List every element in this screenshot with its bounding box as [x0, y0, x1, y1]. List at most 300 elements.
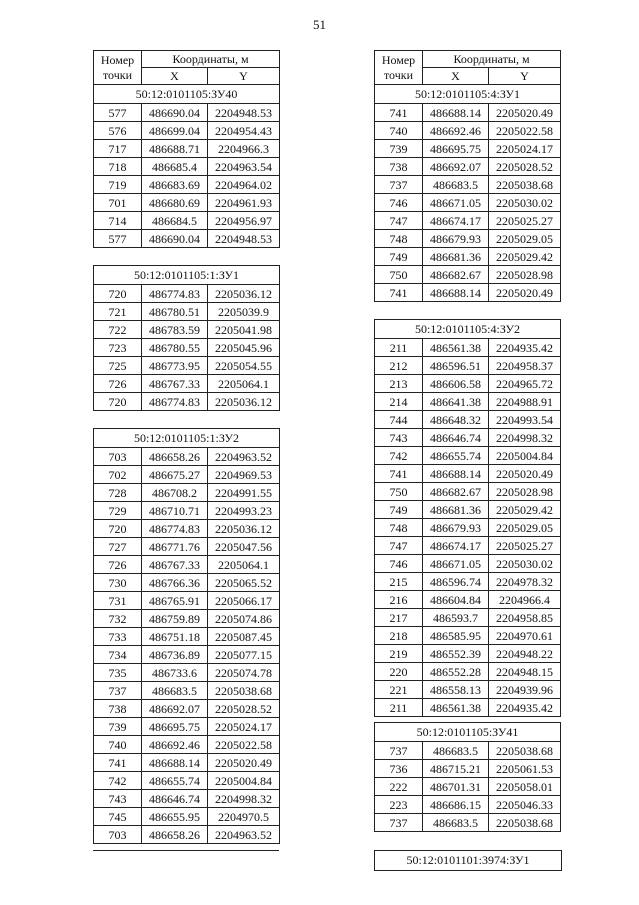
point-number: 717	[94, 140, 142, 158]
point-number: 750	[375, 483, 423, 501]
coord-x: 486695.75	[423, 140, 489, 158]
coord-x: 486774.83	[142, 520, 208, 538]
coord-x: 486561.38	[423, 699, 489, 717]
table-row	[94, 140, 280, 158]
point-number: 222	[375, 778, 423, 796]
table-row	[94, 790, 280, 808]
table-row	[94, 754, 280, 772]
point-number: 743	[94, 790, 142, 808]
coord-y: 2205024.17	[489, 140, 561, 158]
table-row	[375, 248, 561, 266]
table-row	[94, 736, 280, 754]
coord-x: 486604.84	[423, 591, 489, 609]
table-row	[375, 699, 561, 717]
col-header-number: Номер точки	[375, 51, 423, 85]
point-number: 736	[375, 760, 423, 778]
table-row	[375, 158, 561, 176]
coord-y: 2205029.42	[489, 248, 561, 266]
coord-x: 486767.33	[142, 556, 208, 574]
table-zu40	[93, 50, 280, 248]
point-number: 576	[94, 122, 142, 140]
table-zu4-1	[374, 50, 561, 302]
page-number: 51	[313, 17, 326, 32]
point-number: 746	[375, 555, 423, 573]
coord-y: 2204965.72	[489, 375, 561, 393]
coord-x: 486684.5	[142, 212, 208, 230]
point-number: 719	[94, 176, 142, 194]
coord-x: 486699.04	[142, 122, 208, 140]
coord-y: 2204963.54	[208, 158, 280, 176]
coord-y: 2204964.02	[208, 176, 280, 194]
coord-y: 2205025.27	[489, 537, 561, 555]
table-row	[375, 447, 561, 465]
point-number: 718	[94, 158, 142, 176]
coord-y: 2205024.17	[208, 718, 280, 736]
coord-y: 2205065.52	[208, 574, 280, 592]
point-number: 747	[375, 212, 423, 230]
coord-x: 486682.67	[423, 266, 489, 284]
coord-x: 486688.14	[423, 465, 489, 483]
coord-y: 2204948.15	[489, 663, 561, 681]
coord-y: 2205039.9	[208, 303, 280, 321]
point-number: 737	[375, 742, 423, 760]
point-number: 211	[375, 339, 423, 357]
coord-x: 486773.95	[142, 357, 208, 375]
coord-y: 2204978.32	[489, 573, 561, 591]
coord-x: 486685.4	[142, 158, 208, 176]
coord-x: 486558.13	[423, 681, 489, 699]
coord-y: 2205045.96	[208, 339, 280, 357]
point-number: 219	[375, 645, 423, 663]
table-row	[94, 339, 280, 357]
coord-x: 486733.6	[142, 664, 208, 682]
coord-x: 486715.21	[423, 760, 489, 778]
coord-x: 486585.95	[423, 627, 489, 645]
coord-x: 486596.74	[423, 573, 489, 591]
point-number: 702	[94, 466, 142, 484]
coord-y: 2205058.01	[489, 778, 561, 796]
coord-y: 2205087.45	[208, 628, 280, 646]
table-row	[375, 501, 561, 519]
table-title: 50:12:0101105:ЗУ40	[94, 85, 280, 104]
table-row	[375, 375, 561, 393]
table-row	[94, 448, 280, 466]
col-header-coords: Координаты, м	[142, 51, 280, 68]
coord-y: 2204993.54	[489, 411, 561, 429]
table-row	[375, 483, 561, 501]
coord-x: 486674.17	[423, 212, 489, 230]
table-title: 50:12:0101105:ЗУ41	[375, 723, 561, 742]
table-row	[375, 266, 561, 284]
table-row	[375, 663, 561, 681]
col-header-coords: Координаты, м	[423, 51, 561, 68]
point-number: 746	[375, 194, 423, 212]
coord-x: 486683.5	[142, 682, 208, 700]
coord-y: 2205022.58	[208, 736, 280, 754]
coord-y: 2204939.96	[489, 681, 561, 699]
table-zu41	[374, 722, 561, 832]
table-title: 50:12:0101105:1:ЗУ2	[94, 429, 280, 448]
table-row	[375, 212, 561, 230]
point-number: 223	[375, 796, 423, 814]
point-number: 213	[375, 375, 423, 393]
coord-x: 486671.05	[423, 555, 489, 573]
coord-y: 2204958.37	[489, 357, 561, 375]
table-row	[94, 194, 280, 212]
coord-y: 2205028.52	[489, 158, 561, 176]
point-number: 723	[94, 339, 142, 357]
coord-y: 2205036.12	[208, 393, 280, 411]
point-number: 741	[375, 284, 423, 302]
coord-x: 486766.36	[142, 574, 208, 592]
table-row	[375, 339, 561, 357]
point-number: 577	[94, 104, 142, 122]
point-number: 737	[375, 176, 423, 194]
table-row	[94, 122, 280, 140]
coord-y: 2205074.86	[208, 610, 280, 628]
coord-y: 2205066.17	[208, 592, 280, 610]
table-row	[94, 321, 280, 339]
coord-y: 2204998.32	[208, 790, 280, 808]
point-number: 739	[94, 718, 142, 736]
point-number: 739	[375, 140, 423, 158]
point-number: 749	[375, 501, 423, 519]
coord-x: 486606.58	[423, 375, 489, 393]
coord-y: 2204970.5	[208, 808, 280, 826]
table-row	[375, 573, 561, 591]
coord-y: 2205064.1	[208, 556, 280, 574]
point-number: 731	[94, 592, 142, 610]
coord-y: 2204956.97	[208, 212, 280, 230]
point-number: 738	[375, 158, 423, 176]
table-row	[94, 628, 280, 646]
coord-y: 2205077.15	[208, 646, 280, 664]
point-number: 744	[375, 411, 423, 429]
coord-y: 2205020.49	[489, 465, 561, 483]
table-row	[94, 230, 280, 248]
coord-y: 2205029.05	[489, 230, 561, 248]
table-row	[94, 826, 280, 844]
coord-x: 486771.76	[142, 538, 208, 556]
col-header-y: Y	[489, 68, 561, 85]
point-number: 217	[375, 609, 423, 627]
coord-x: 486679.93	[423, 230, 489, 248]
coord-x: 486780.51	[142, 303, 208, 321]
table-row	[375, 796, 561, 814]
table-row	[94, 682, 280, 700]
coord-x: 486683.5	[423, 176, 489, 194]
point-number: 221	[375, 681, 423, 699]
coord-x: 486692.07	[142, 700, 208, 718]
point-number: 743	[375, 429, 423, 447]
coord-y: 2204991.55	[208, 484, 280, 502]
bottom-cadastral-box: 50:12:0101101:3974:ЗУ1	[374, 850, 562, 871]
point-number: 747	[375, 537, 423, 555]
coord-x: 486646.74	[423, 429, 489, 447]
table-row	[375, 760, 561, 778]
table-row	[94, 484, 280, 502]
table-row	[375, 194, 561, 212]
coord-x: 486552.28	[423, 663, 489, 681]
coord-y: 2204961.93	[208, 194, 280, 212]
coord-y: 2205036.12	[208, 285, 280, 303]
coord-y: 2205029.42	[489, 501, 561, 519]
coord-y: 2204988.91	[489, 393, 561, 411]
coord-x: 486690.04	[142, 104, 208, 122]
table-row	[94, 646, 280, 664]
coord-y: 2205061.53	[489, 760, 561, 778]
point-number: 215	[375, 573, 423, 591]
coord-x: 486658.26	[142, 448, 208, 466]
coord-y: 2205004.84	[489, 447, 561, 465]
point-number: 732	[94, 610, 142, 628]
point-number: 741	[375, 465, 423, 483]
coord-x: 486783.59	[142, 321, 208, 339]
point-number: 714	[94, 212, 142, 230]
coord-y: 2204963.52	[208, 448, 280, 466]
table-row	[375, 609, 561, 627]
point-number: 728	[94, 484, 142, 502]
point-number: 742	[94, 772, 142, 790]
coord-x: 486780.55	[142, 339, 208, 357]
coord-y: 2205038.68	[489, 814, 561, 832]
point-number: 740	[94, 736, 142, 754]
point-number: 737	[94, 682, 142, 700]
table-row	[94, 212, 280, 230]
divider-line	[93, 850, 279, 851]
coord-x: 486688.14	[142, 754, 208, 772]
coord-y: 2205041.98	[208, 321, 280, 339]
point-number: 216	[375, 591, 423, 609]
point-number: 220	[375, 663, 423, 681]
table-row	[94, 375, 280, 393]
table-row	[375, 393, 561, 411]
point-number: 750	[375, 266, 423, 284]
col-header-x: X	[423, 68, 489, 85]
table-row	[375, 357, 561, 375]
table-row	[94, 158, 280, 176]
table-row	[94, 700, 280, 718]
coord-y: 2205038.68	[208, 682, 280, 700]
table-row	[375, 519, 561, 537]
coord-x: 486641.38	[423, 393, 489, 411]
coord-y: 2205020.49	[489, 104, 561, 122]
table-row	[375, 681, 561, 699]
table-row	[94, 664, 280, 682]
point-number: 218	[375, 627, 423, 645]
table-row	[375, 104, 561, 122]
coord-y: 2204948.53	[208, 104, 280, 122]
coord-y: 2205064.1	[208, 375, 280, 393]
coord-y: 2205054.55	[208, 357, 280, 375]
table-zu4-2	[374, 319, 561, 717]
coord-x: 486686.15	[423, 796, 489, 814]
coord-x: 486692.46	[142, 736, 208, 754]
coord-y: 2205030.02	[489, 555, 561, 573]
coord-x: 486708.2	[142, 484, 208, 502]
col-header-y: Y	[208, 68, 280, 85]
table-row	[94, 466, 280, 484]
coord-y: 2204993.23	[208, 502, 280, 520]
coord-y: 2205047.56	[208, 538, 280, 556]
table-row	[94, 556, 280, 574]
point-number: 720	[94, 285, 142, 303]
table-row	[94, 538, 280, 556]
coord-x: 486671.05	[423, 194, 489, 212]
coord-x: 486596.51	[423, 357, 489, 375]
table-zu1-1	[93, 265, 280, 411]
point-number: 701	[94, 194, 142, 212]
coord-x: 486683.5	[423, 742, 489, 760]
coord-x: 486658.26	[142, 826, 208, 844]
point-number: 211	[375, 699, 423, 717]
coord-x: 486688.71	[142, 140, 208, 158]
coord-x: 486683.5	[423, 814, 489, 832]
coord-y: 2205038.68	[489, 176, 561, 194]
coord-x: 486561.38	[423, 339, 489, 357]
coord-y: 2204958.85	[489, 609, 561, 627]
point-number: 748	[375, 519, 423, 537]
point-number: 703	[94, 448, 142, 466]
coord-x: 486655.95	[142, 808, 208, 826]
coord-x: 486751.18	[142, 628, 208, 646]
coord-x: 486675.27	[142, 466, 208, 484]
coord-x: 486736.89	[142, 646, 208, 664]
point-number: 722	[94, 321, 142, 339]
coord-y: 2204969.53	[208, 466, 280, 484]
coord-x: 486692.46	[423, 122, 489, 140]
coord-y: 2204948.53	[208, 230, 280, 248]
point-number: 735	[94, 664, 142, 682]
coord-y: 2204966.4	[489, 591, 561, 609]
table-row	[375, 140, 561, 158]
coord-x: 486552.39	[423, 645, 489, 663]
table-row	[94, 772, 280, 790]
point-number: 748	[375, 230, 423, 248]
point-number: 726	[94, 375, 142, 393]
coord-y: 2205004.84	[208, 772, 280, 790]
coord-x: 486655.74	[423, 447, 489, 465]
coord-x: 486695.75	[142, 718, 208, 736]
coord-y: 2205029.05	[489, 519, 561, 537]
table-row	[94, 285, 280, 303]
coord-x: 486681.36	[423, 248, 489, 266]
point-number: 729	[94, 502, 142, 520]
point-number: 733	[94, 628, 142, 646]
point-number: 730	[94, 574, 142, 592]
coord-x: 486593.7	[423, 609, 489, 627]
table-row	[375, 122, 561, 140]
coord-y: 2205025.27	[489, 212, 561, 230]
coord-y: 2204998.32	[489, 429, 561, 447]
coord-y: 2205020.49	[208, 754, 280, 772]
table-row	[375, 230, 561, 248]
point-number: 745	[94, 808, 142, 826]
point-number: 738	[94, 700, 142, 718]
col-header-number: Номер точки	[94, 51, 142, 85]
coord-y: 2205036.12	[208, 520, 280, 538]
point-number: 741	[375, 104, 423, 122]
table-row	[94, 104, 280, 122]
coord-x: 486646.74	[142, 790, 208, 808]
point-number: 749	[375, 248, 423, 266]
point-number: 740	[375, 122, 423, 140]
table-row	[94, 808, 280, 826]
table-row	[375, 742, 561, 760]
table-row	[94, 303, 280, 321]
coord-y: 2204954.43	[208, 122, 280, 140]
table-row	[375, 555, 561, 573]
point-number: 720	[94, 393, 142, 411]
table-row	[94, 520, 280, 538]
coord-x: 486767.33	[142, 375, 208, 393]
table-row	[94, 502, 280, 520]
coord-y: 2205038.68	[489, 742, 561, 760]
coord-y: 2205020.49	[489, 284, 561, 302]
coord-x: 486648.32	[423, 411, 489, 429]
coord-y: 2205022.58	[489, 122, 561, 140]
coord-x: 486683.69	[142, 176, 208, 194]
coord-x: 486688.14	[423, 104, 489, 122]
table-row	[94, 393, 280, 411]
coord-x: 486765.91	[142, 592, 208, 610]
coord-y: 2205030.02	[489, 194, 561, 212]
coord-y: 2205046.33	[489, 796, 561, 814]
table-row	[94, 357, 280, 375]
table-row	[94, 574, 280, 592]
point-number: 742	[375, 447, 423, 465]
coord-y: 2204963.52	[208, 826, 280, 844]
coord-x: 486692.07	[423, 158, 489, 176]
table-title: 50:12:0101105:1:ЗУ1	[94, 266, 280, 285]
coord-y: 2204935.42	[489, 699, 561, 717]
point-number: 212	[375, 357, 423, 375]
coord-x: 486680.69	[142, 194, 208, 212]
col-header-x: X	[142, 68, 208, 85]
point-number: 725	[94, 357, 142, 375]
table-row	[375, 465, 561, 483]
table-title: 50:12:0101105:4:ЗУ1	[375, 85, 561, 104]
point-number: 734	[94, 646, 142, 664]
coord-y: 2204970.61	[489, 627, 561, 645]
point-number: 214	[375, 393, 423, 411]
coord-y: 2204935.42	[489, 339, 561, 357]
table-row	[375, 284, 561, 302]
point-number: 703	[94, 826, 142, 844]
table-row	[375, 411, 561, 429]
table-row	[375, 591, 561, 609]
table-zu1-2	[93, 428, 280, 844]
table-row	[94, 610, 280, 628]
point-number: 741	[94, 754, 142, 772]
coord-y: 2205028.98	[489, 266, 561, 284]
table-row	[375, 778, 561, 796]
coord-x: 486690.04	[142, 230, 208, 248]
table-row	[94, 592, 280, 610]
coord-x: 486710.71	[142, 502, 208, 520]
coord-x: 486679.93	[423, 519, 489, 537]
point-number: 577	[94, 230, 142, 248]
coord-x: 486682.67	[423, 483, 489, 501]
point-number: 726	[94, 556, 142, 574]
coord-y: 2205028.98	[489, 483, 561, 501]
point-number: 721	[94, 303, 142, 321]
table-row	[94, 176, 280, 194]
point-number: 737	[375, 814, 423, 832]
table-row	[375, 645, 561, 663]
coord-y: 2205028.52	[208, 700, 280, 718]
coord-x: 486655.74	[142, 772, 208, 790]
